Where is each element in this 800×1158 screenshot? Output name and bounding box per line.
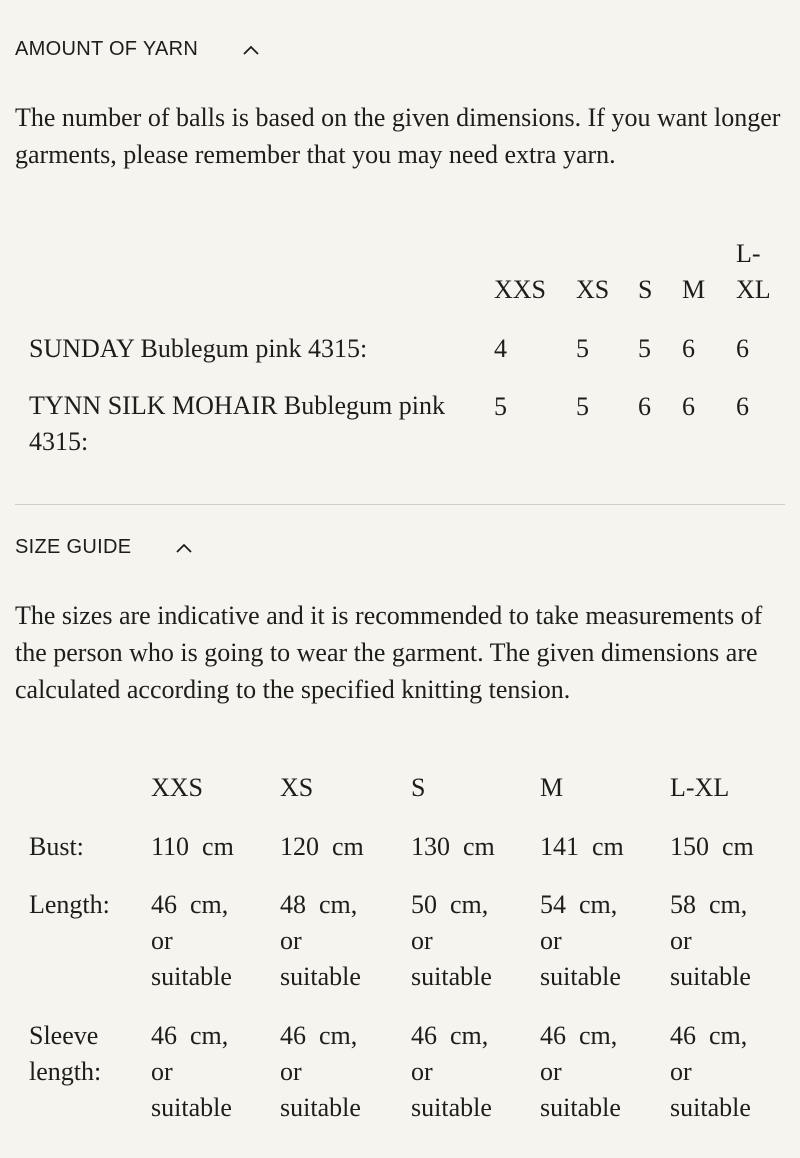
yarn-size-header: M	[682, 275, 706, 304]
yarn-row-value: 5	[576, 392, 589, 421]
yarn-row-value: 6	[682, 334, 695, 363]
chevron-up-icon[interactable]	[175, 542, 193, 554]
yarn-row-value: 6	[736, 334, 749, 363]
yarn-description: The number of balls is based on the given dimensions. If you want longer garments, please remember that you may need extra yarn.	[15, 103, 781, 169]
yarn-row-value: 6	[736, 392, 749, 421]
size-row-value: 54 cm, or suitable	[540, 890, 621, 991]
size-row-value: 130 cm	[411, 832, 495, 861]
section-divider	[15, 504, 785, 505]
size-row-value: 48 cm, or suitable	[280, 890, 361, 991]
size-row-label: Length:	[29, 890, 110, 919]
size-row-value: 150 cm	[670, 832, 754, 861]
yarn-size-header: XS	[576, 275, 610, 304]
size-header: XS	[280, 773, 314, 802]
size-row-value: 141 cm	[540, 832, 624, 861]
size-row-label: Bust:	[29, 832, 84, 861]
yarn-row-value: 6	[682, 392, 695, 421]
yarn-row-value: 4	[494, 334, 507, 363]
size-row-value: 58 cm, or suitable	[670, 890, 751, 991]
size-row-value: 46 cm, or suitable	[151, 1021, 232, 1122]
size-guide-toggle[interactable]	[15, 536, 193, 559]
size-row-value: 46 cm, or suitable	[151, 890, 232, 991]
yarn-size-header: XXS	[494, 275, 547, 304]
chevron-up-icon[interactable]	[242, 44, 260, 56]
size-row-label: Sleeve length:	[29, 1021, 102, 1086]
size-row-value: 120 cm	[280, 832, 364, 861]
yarn-row-value: 5	[638, 334, 651, 363]
yarn-row-value: 5	[576, 334, 589, 363]
size-row-value: 46 cm, or suitable	[280, 1021, 361, 1122]
yarn-size-header: S	[638, 275, 653, 304]
amount-of-yarn-toggle[interactable]	[15, 38, 260, 61]
yarn-row-label: SUNDAY Bublegum pink 4315:	[29, 334, 368, 363]
size-header: S	[411, 773, 426, 802]
size-row-value: 110 cm	[151, 832, 234, 861]
yarn-row-value: 5	[494, 392, 507, 421]
amount-of-yarn-title: AMOUNT OF YARN	[15, 38, 199, 60]
size-guide-description: The sizes are indicative and it is recommended to take measurements of the person who is going to wear the garment. The given dimensions are calculated according to the specified knitting tension.	[15, 601, 763, 704]
yarn-row-label: TYNN SILK MOHAIR Bublegum pink 4315:	[29, 391, 445, 456]
size-header: L-XL	[670, 773, 730, 802]
size-header: M	[540, 773, 564, 802]
yarn-row-value: 6	[638, 392, 651, 421]
yarn-size-header: L- XL	[736, 239, 771, 304]
size-header: XXS	[151, 773, 204, 802]
size-row-value: 46 cm, or suitable	[540, 1021, 621, 1122]
size-row-value: 46 cm, or suitable	[411, 1021, 492, 1122]
size-row-value: 46 cm, or suitable	[670, 1021, 751, 1122]
size-guide-title: SIZE GUIDE	[15, 536, 132, 558]
size-row-value: 50 cm, or suitable	[411, 890, 492, 991]
